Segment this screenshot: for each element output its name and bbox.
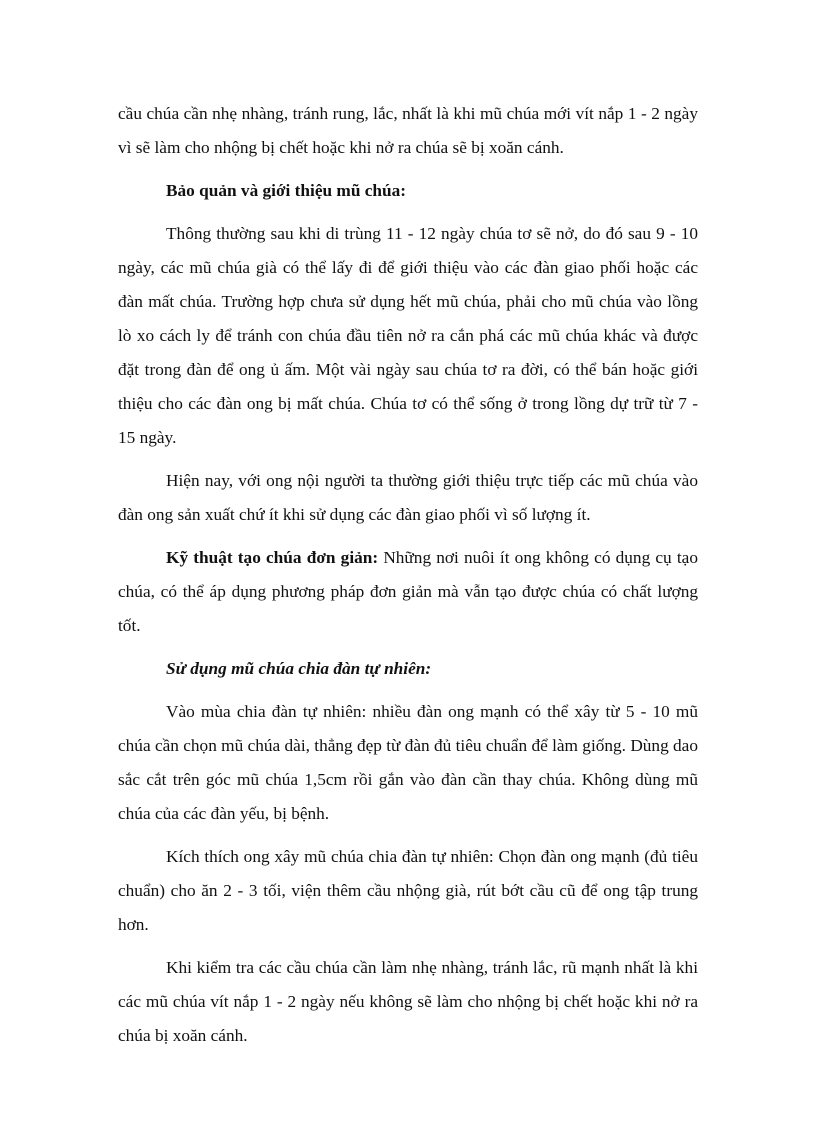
inline-heading-simple-technique: Kỹ thuật tạo chúa đơn giản: [166, 548, 379, 567]
paragraph-inspection: Khi kiểm tra các cầu chúa cần làm nhẹ nhàng, tránh lắc, rũ mạnh nhất là khi các mũ chúa vít nắp 1 - 2 ngày nếu không sẽ làm cho nhộng bị chết hoặc khi nở ra chúa bị xoăn cánh. [118, 958, 698, 1045]
section-heading-storage: Bảo quản và giới thiệu mũ chúa: [166, 181, 407, 200]
paragraph-simple-technique-text: Những nơi nuôi ít ong không có dụng cụ tạo chúa, có thể áp dụng phương pháp đơn giản mà vẫn tạo được chúa có chất lượng tốt. [118, 548, 698, 635]
paragraph-continuation: cầu chúa cần nhẹ nhàng, tránh rung, lắc, nhất là khi mũ chúa mới vít nắp 1 - 2 ngày vì sẽ làm cho nhộng bị chết hoặc khi nở ra chúa sẽ bị xoăn cánh. [118, 104, 698, 157]
paragraph-storage: Thông thường sau khi di trùng 11 - 12 ngày chúa tơ sẽ nở, do đó sau 9 - 10 ngày, các mũ chúa già có thể lấy đi để giới thiệu vào các đàn giao phối hoặc các đàn mất chúa. Trường hợp chưa sử dụng hết mũ chúa, phải cho mũ chúa vào lồng lò xo cách ly để tránh con chúa đầu tiên nở ra cắn phá các mũ chúa khác và được đặt trong đàn để ong ủ ấm. Một vài ngày sau chúa tơ ra đời, có thể bán hoặc giới thiệu cho các đàn ong bị mất chúa. Chúa tơ có thể sống ở trong lồng dự trữ từ 7 - 15 ngày. [118, 224, 698, 447]
paragraph-stimulate: Kích thích ong xây mũ chúa chia đàn tự nhiên: Chọn đàn ong mạnh (đủ tiêu chuẩn) cho ăn 2 - 3 tối, viện thêm cầu nhộng già, rút bớt cầu cũ để ong tập trung hơn. [118, 847, 698, 934]
paragraph-simple-technique [118, 541, 698, 643]
paragraph-swarm-season: Vào mùa chia đàn tự nhiên: nhiều đàn ong mạnh có thể xây từ 5 - 10 mũ chúa cần chọn mũ chúa dài, thẳng đẹp từ đàn đủ tiêu chuẩn để làm giống. Dùng dao sắc cắt trên góc mũ chúa 1,5cm rồi gắn vào đàn cần thay chúa. Không dùng mũ chúa của các đàn yếu, bị bệnh. [118, 702, 698, 823]
section-heading-natural-swarm: Sử dụng mũ chúa chia đàn tự nhiên: [166, 659, 432, 678]
paragraph-native-bees: Hiện nay, với ong nội người ta thường giới thiệu trực tiếp các mũ chúa vào đàn ong sản xuất chứ ít khi sử dụng các đàn giao phối vì số lượng ít. [118, 471, 698, 524]
